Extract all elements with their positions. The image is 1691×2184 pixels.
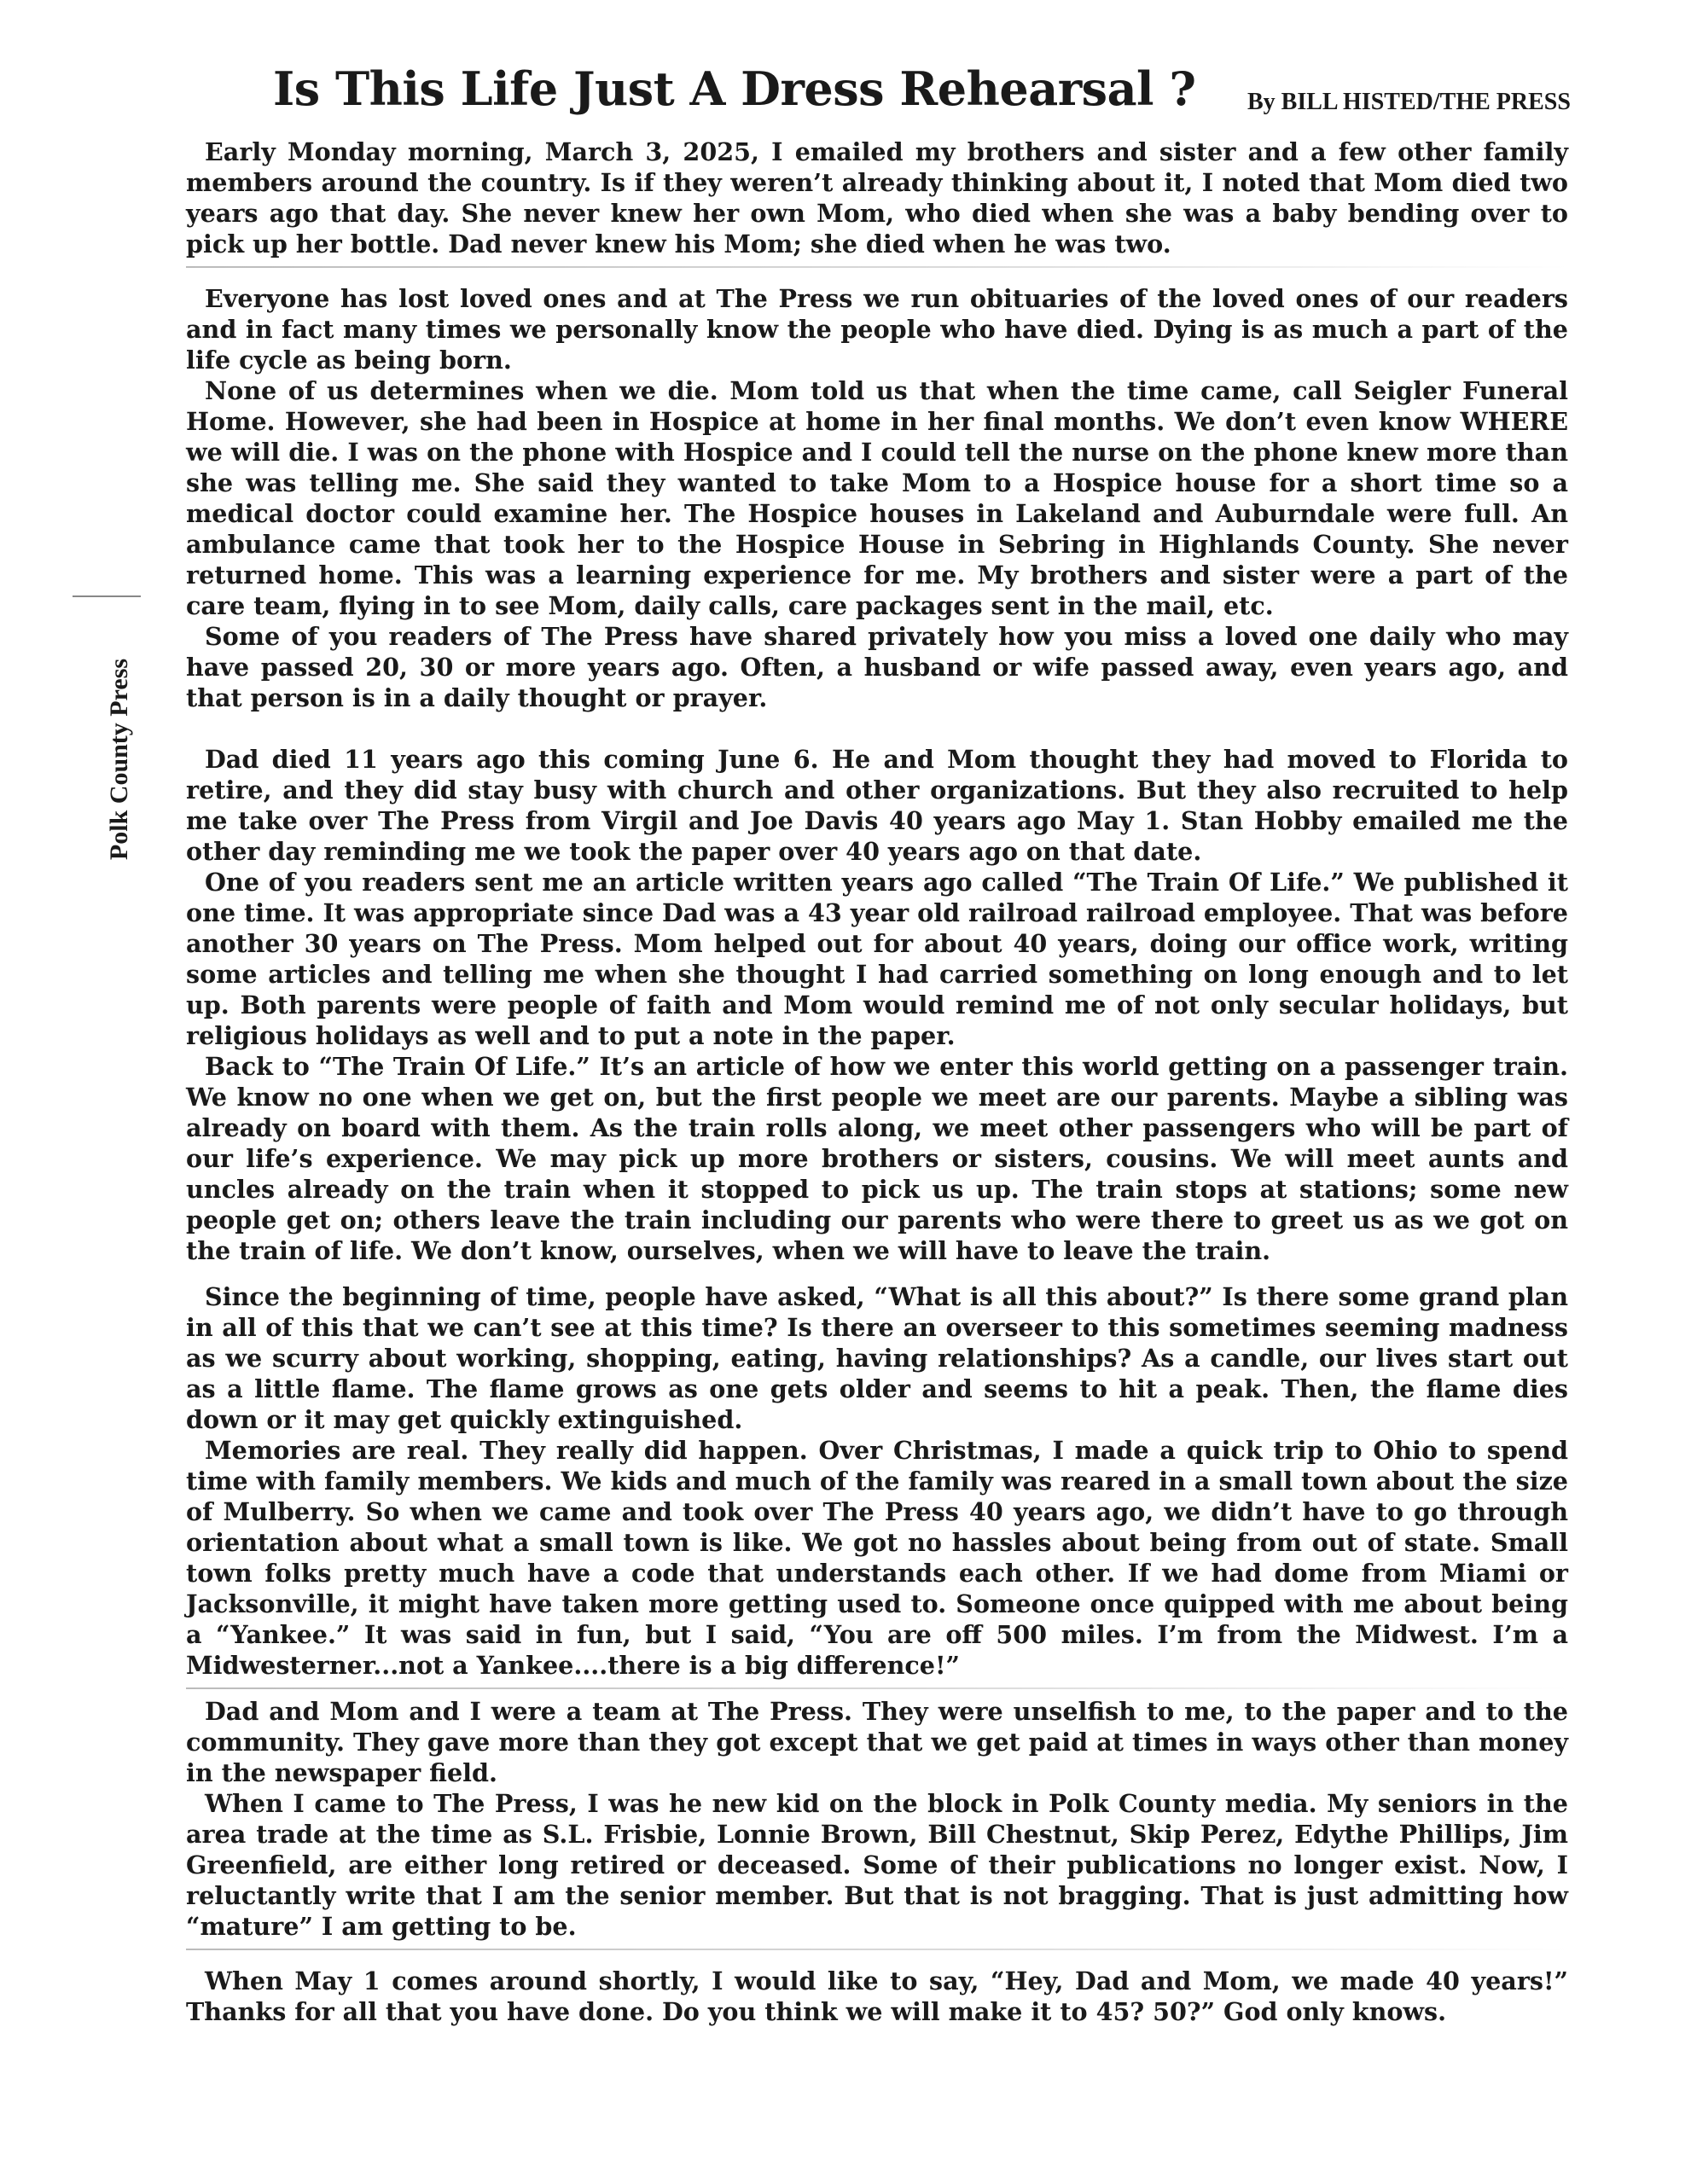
paragraph-11: When I came to The Press, I was he new kid on the block in Polk County media. My seniors in the area trade at the time as S.L. Frisbie, Lonnie Brown, Bill Chestnut, Skip Perez, Edythe Phillips, Jim Greenfield, are either long retired or deceased. Some of their publications no longer exist. Now, I reluctantly write that I am the senior member. But that is not bragging. That is just admitting how “mature” I am getting to be.	[186, 1789, 1568, 1941]
article-body	[186, 136, 1568, 2027]
paragraph-7: Back to “The Train Of Life.” It’s an article of how we enter this world getting on a passenger train. We know no one when we get on, but the first people we meet are our parents. Maybe a sibling was already on board with them. As the train rolls along, we meet other passengers who will be part of our life’s experience. We may pick up more brothers or sisters, cousins. We will meet aunts and uncles already on the train when it stopped to pick us up. The train stops at stations; some new people get on; others leave the train including our parents who were there to greet us as we got on the train of life. We don’t know, ourselves, when we will have to leave the train.	[186, 1052, 1568, 1265]
byline: By BILL HISTED/THE PRESS	[1247, 89, 1571, 115]
divider	[186, 266, 1568, 268]
paragraph-5: Dad died 11 years ago this coming June 6. He and Mom thought they had moved to Florida to retire, and they did stay busy with church and other organizations. But they also recruited to help me take over The Press from Virgil and Joe Davis 40 years ago May 1. Stan Hobby emailed me the other day reminding me we took the paper over 40 years ago on that date.	[186, 745, 1568, 866]
paragraph-3: None of us determines when we die. Mom told us that when the time came, call Seigler Funeral Home. However, she had been in Hospice at home in her final months. We don’t even know WHERE we will die. I was on the phone with Hospice and I could tell the nurse on the phone knew more than she was telling me. She said they wanted to take Mom to a Hospice house for a short time so a medical doctor could examine her. The Hospice houses in Lakeland and Auburndale were full. An ambulance came that took her to the Hospice House in Sebring in Highlands County. She never returned home. This was a learning experience for me. My brothers and sister were a part of the care team, flying in to see Mom, daily calls, care packages sent in the mail, etc.	[186, 376, 1568, 620]
publication-side-label: Polk County Press	[105, 658, 133, 861]
paragraph-8: Since the beginning of time, people have asked, “What is all this about?” Is there some grand plan in all of this that we can’t see at this time? Is there an overseer to this sometimes seeming madness as we scurry about working, shopping, eating, having relationships? As a candle, our lives start out as a little flame. The flame grows as one gets older and seems to hit a peak. Then, the flame dies down or it may get quickly extinguished.	[186, 1282, 1568, 1434]
paragraph-12: When May 1 comes around shortly, I would like to say, “Hey, Dad and Mom, we made 40 years!” Thanks for all that you have done. Do you think we will make it to 45? 50?” God only knows.	[186, 1966, 1568, 2026]
paragraph-6: One of you readers sent me an article written years ago called “The Train Of Life.” We published it one time. It was appropriate since Dad was a 43 year old railroad railroad employee. That was before another 30 years on The Press. Mom helped out for about 40 years, doing our office work, writing some articles and telling me when she thought I had carried something on long enough and to let up. Both parents were people of faith and Mom would remind me of not only secular holidays, but religious holidays as well and to put a note in the paper.	[186, 868, 1568, 1050]
divider	[186, 1949, 1568, 1950]
paragraph-1: Early Monday morning, March 3, 2025, I emailed my brothers and sister and a few other family members around the country. Is if they weren’t already thinking about it, I noted that Mom died two years ago that day. She never knew her own Mom, who died when she was a baby bending over to pick up her bottle. Dad never knew his Mom; she died when he was two.	[186, 137, 1568, 258]
headline: Is This Life Just A Dress Rehearsal ?	[273, 61, 1196, 116]
paragraph-4: Some of you readers of The Press have shared privately how you miss a loved one daily who may have passed 20, 30 or more years ago. Often, a husband or wife passed away, even years ago, and that person is in a daily thought or prayer.	[186, 622, 1568, 712]
paragraph-10: Dad and Mom and I were a team at The Press. They were unselfish to me, to the paper and to the community. They gave more than they got except that we get paid at times in ways other than money in the newspaper field.	[186, 1697, 1568, 1787]
margin-tick	[73, 595, 141, 597]
paragraph-2: Everyone has lost loved ones and at The Press we run obituaries of the loved ones of our readers and in fact many times we personally know the people who have died. Dying is as much a part of the life cycle as being born.	[186, 284, 1568, 375]
paragraph-9: Memories are real. They really did happen. Over Christmas, I made a quick trip to Ohio to spend time with family members. We kids and much of the family was reared in a small town about the size of Mulberry. So when we came and took over The Press 40 years ago, we didn’t have to go through orientation about what a small town is like. We got no hassles about being from out of state. Small town folks pretty much have a code that understands each other. If we had dome from Miami or Jacksonville, it might have taken more getting used to. Someone once quipped with me about being a “Yankee.” It was said in fun, but I said, “You are off 500 miles. I’m from the Midwest. I’m a Midwesterner...not a Yankee....there is a big difference!”	[186, 1436, 1568, 1680]
divider	[186, 1687, 1568, 1689]
